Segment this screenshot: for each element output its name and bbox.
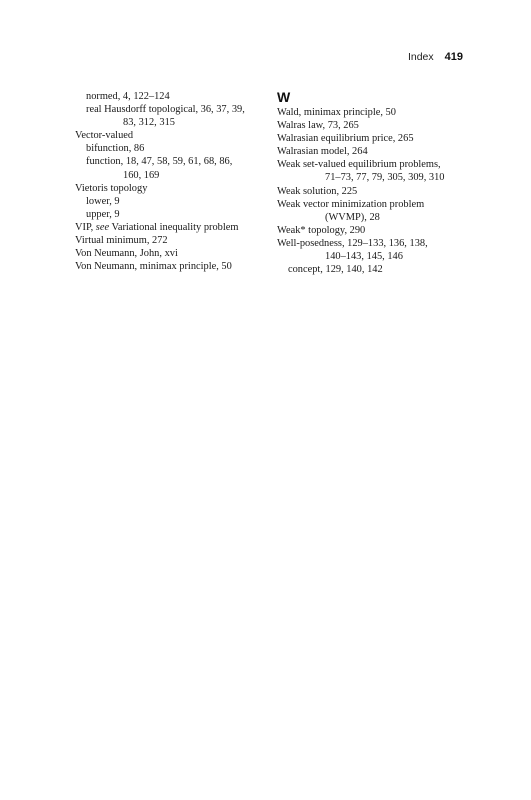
index-entry-continuation: 83, 312, 315 bbox=[123, 117, 175, 129]
running-head-label: Index bbox=[407, 51, 434, 63]
index-entry: Wald, minimax principle, 50 bbox=[277, 107, 396, 118]
see-keyword: see bbox=[95, 221, 110, 233]
cross-ref-target: Variational inequality problem bbox=[109, 221, 239, 233]
page-number: 419 bbox=[444, 51, 463, 63]
index-entry: Vector-valued bbox=[75, 130, 134, 142]
index-entry: lower, 9 bbox=[86, 195, 120, 207]
index-entry-continuation: 140–143, 145, 146 bbox=[325, 251, 403, 263]
index-entry: Walras law, 73, 265 bbox=[277, 120, 359, 132]
index-entry-cross-reference bbox=[75, 221, 265, 234]
index-entry: Walrasian equilibrium price, 265 bbox=[277, 133, 414, 145]
index-column-right bbox=[277, 90, 477, 276]
index-entry: Weak set-valued equilibrium problems, bbox=[277, 159, 441, 171]
running-head bbox=[408, 51, 463, 63]
index-entry: normed, 4, 122–124 bbox=[86, 91, 170, 102]
index-entry: Vietoris topology bbox=[75, 182, 148, 194]
index-entry: Well-posedness, 129–133, 136, 138, bbox=[277, 237, 428, 249]
index-entry: function, 18, 47, 58, 59, 61, 68, 86, bbox=[86, 156, 233, 168]
index-entry: Von Neumann, minimax principle, 50 bbox=[75, 261, 232, 273]
index-entry: Weak* topology, 290 bbox=[277, 224, 366, 236]
section-letter-heading: W bbox=[277, 89, 291, 105]
index-entry: upper, 9 bbox=[86, 208, 120, 220]
index-entry: Virtual minimum, 272 bbox=[75, 235, 168, 247]
index-entry: Von Neumann, John, xvi bbox=[75, 248, 178, 260]
index-entry: Walrasian model, 264 bbox=[277, 146, 368, 158]
index-entry: Weak solution, 225 bbox=[277, 185, 358, 197]
index-column-left bbox=[75, 90, 265, 273]
cross-ref-term: VIP, bbox=[75, 221, 96, 233]
index-entry: Weak vector minimization problem bbox=[277, 198, 425, 210]
index-entry: bifunction, 86 bbox=[86, 143, 145, 155]
index-entry: real Hausdorff topological, 36, 37, 39, bbox=[86, 104, 245, 116]
index-entry-continuation: 71–73, 77, 79, 305, 309, 310 bbox=[325, 172, 445, 184]
index-entry: concept, 129, 140, 142 bbox=[288, 264, 383, 276]
index-entry-continuation: (WVMP), 28 bbox=[325, 211, 380, 223]
index-entry-continuation: 160, 169 bbox=[123, 169, 160, 181]
